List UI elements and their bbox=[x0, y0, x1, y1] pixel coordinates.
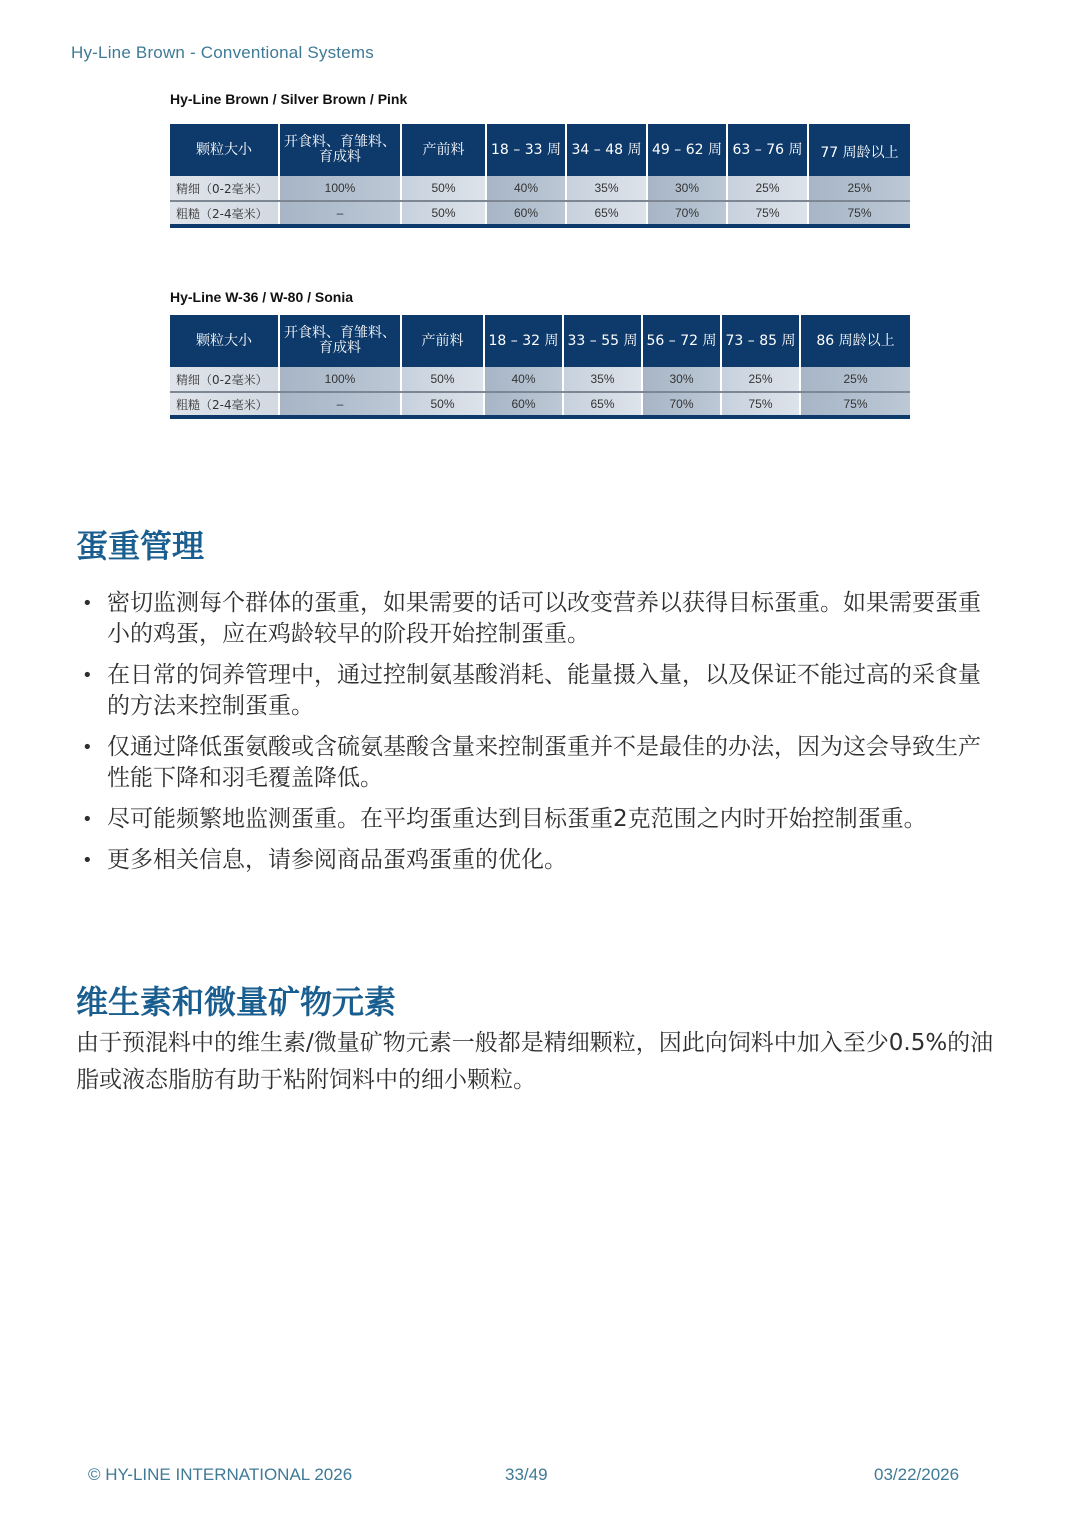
table-cell: 75% bbox=[808, 201, 910, 224]
particle-size-table-white bbox=[170, 315, 910, 415]
footer-page-number: 33/49 bbox=[505, 1465, 548, 1484]
table-cell: 25% bbox=[727, 176, 808, 201]
table-bottom-rule bbox=[170, 224, 910, 228]
bullet-icon: • bbox=[82, 665, 93, 686]
vitamins-paragraph: 由于预混料中的维生素/微量矿物元素一般都是精细颗粒，因此向饲料中加入至少0.5%的油脂或液态脂肪有助于粘附饲料中的细小颗粒。 bbox=[76, 1030, 994, 1093]
column-header: 18 – 33 周 bbox=[486, 124, 566, 176]
column-header: 产前料 bbox=[401, 124, 486, 176]
table-cell: 60% bbox=[484, 392, 563, 415]
table-cell: 70% bbox=[647, 201, 727, 224]
table-cell: 30% bbox=[642, 367, 721, 392]
table-cell: 75% bbox=[800, 392, 910, 415]
list-item bbox=[78, 660, 988, 722]
table-cell: 75% bbox=[727, 201, 808, 224]
table-header-row bbox=[170, 124, 910, 176]
list-item-text: 更多相关信息，请参阅商品蛋鸡蛋重的优化。 bbox=[107, 847, 567, 873]
section-heading-vitamins: 维生素和微量矿物元素 bbox=[76, 983, 397, 1021]
column-header: 33 – 55 周 bbox=[563, 315, 642, 367]
table-cell: 65% bbox=[563, 392, 642, 415]
section-heading-egg-weight: 蛋重管理 bbox=[76, 527, 205, 565]
footer-date: 03/22/2026 bbox=[874, 1465, 960, 1484]
running-header: Hy-Line Brown - Conventional Systems bbox=[71, 43, 374, 62]
particle-size-table-brown bbox=[170, 124, 910, 224]
table-cell: 40% bbox=[486, 176, 566, 201]
row-label: 粗糙（2-4毫米） bbox=[170, 392, 279, 415]
list-item-text: 尽可能频繁地监测蛋重。在平均蛋重达到目标蛋重2克范围之内时开始控制蛋重。 bbox=[107, 806, 927, 832]
column-header: 产前料 bbox=[401, 315, 484, 367]
footer-copyright: © HY-LINE INTERNATIONAL 2026 bbox=[88, 1465, 353, 1484]
bullet-icon: • bbox=[82, 850, 93, 871]
table-row bbox=[170, 176, 910, 201]
table-cell: 25% bbox=[721, 367, 800, 392]
list-item-text: 密切监测每个群体的蛋重，如果需要的话可以改变营养以获得目标蛋重。如果需要蛋重小的鸡蛋，应在鸡龄较早的阶段开始控制蛋重。 bbox=[107, 590, 981, 647]
table-row bbox=[170, 392, 910, 415]
list-item bbox=[78, 845, 988, 876]
table-bottom-rule bbox=[170, 415, 910, 419]
egg-weight-bullet-list bbox=[78, 588, 988, 886]
column-header: 63 – 76 周 bbox=[727, 124, 808, 176]
table-cell: 40% bbox=[484, 367, 563, 392]
table-cell: 35% bbox=[566, 176, 647, 201]
table-cell: 25% bbox=[808, 176, 910, 201]
table-1-title: Hy-Line Brown / Silver Brown / Pink bbox=[170, 91, 408, 107]
table-row bbox=[170, 201, 910, 224]
bullet-icon: • bbox=[82, 737, 93, 758]
column-header: 颗粒大小 bbox=[170, 124, 279, 176]
table-cell: 50% bbox=[401, 201, 486, 224]
column-header: 开食料、育雏料、育成料 bbox=[279, 315, 401, 367]
table-cell: 65% bbox=[566, 201, 647, 224]
table-cell: 70% bbox=[642, 392, 721, 415]
list-item bbox=[78, 588, 988, 650]
column-header: 49 – 62 周 bbox=[647, 124, 727, 176]
table-header-row bbox=[170, 315, 910, 367]
table-cell: 100% bbox=[279, 367, 401, 392]
column-header: 77 周龄以上 bbox=[808, 124, 910, 176]
column-header: 34 – 48 周 bbox=[566, 124, 647, 176]
table-cell: 25% bbox=[800, 367, 910, 392]
column-header: 86 周龄以上 bbox=[800, 315, 910, 367]
column-header: 颗粒大小 bbox=[170, 315, 279, 367]
list-item bbox=[78, 732, 988, 794]
table-cell: 50% bbox=[401, 176, 486, 201]
column-header: 73 – 85 周 bbox=[721, 315, 800, 367]
column-header: 56 – 72 周 bbox=[642, 315, 721, 367]
column-header: 18 – 32 周 bbox=[484, 315, 563, 367]
table-cell: 60% bbox=[486, 201, 566, 224]
table-2-title: Hy-Line W-36 / W-80 / Sonia bbox=[170, 289, 354, 305]
table-cell: 100% bbox=[279, 176, 401, 201]
table-row bbox=[170, 367, 910, 392]
table-cell: 30% bbox=[647, 176, 727, 201]
bullet-icon: • bbox=[82, 593, 93, 614]
list-item bbox=[78, 804, 988, 835]
table-cell: – bbox=[279, 201, 401, 224]
table-cell: – bbox=[279, 392, 401, 415]
bullet-icon: • bbox=[82, 809, 93, 830]
row-label: 精细（0-2毫米） bbox=[170, 176, 279, 201]
list-item-text: 在日常的饲养管理中，通过控制氨基酸消耗、能量摄入量，以及保证不能过高的采食量的方法来控制蛋重。 bbox=[107, 662, 981, 719]
table-cell: 75% bbox=[721, 392, 800, 415]
table-cell: 50% bbox=[401, 392, 484, 415]
row-label: 粗糙（2-4毫米） bbox=[170, 201, 279, 224]
table-cell: 35% bbox=[563, 367, 642, 392]
table-cell: 50% bbox=[401, 367, 484, 392]
column-header: 开食料、育雏料、育成料 bbox=[279, 124, 401, 176]
row-label: 精细（0-2毫米） bbox=[170, 367, 279, 392]
list-item-text: 仅通过降低蛋氨酸或含硫氨基酸含量来控制蛋重并不是最佳的办法，因为这会导致生产性能下降和羽毛覆盖降低。 bbox=[107, 734, 981, 791]
